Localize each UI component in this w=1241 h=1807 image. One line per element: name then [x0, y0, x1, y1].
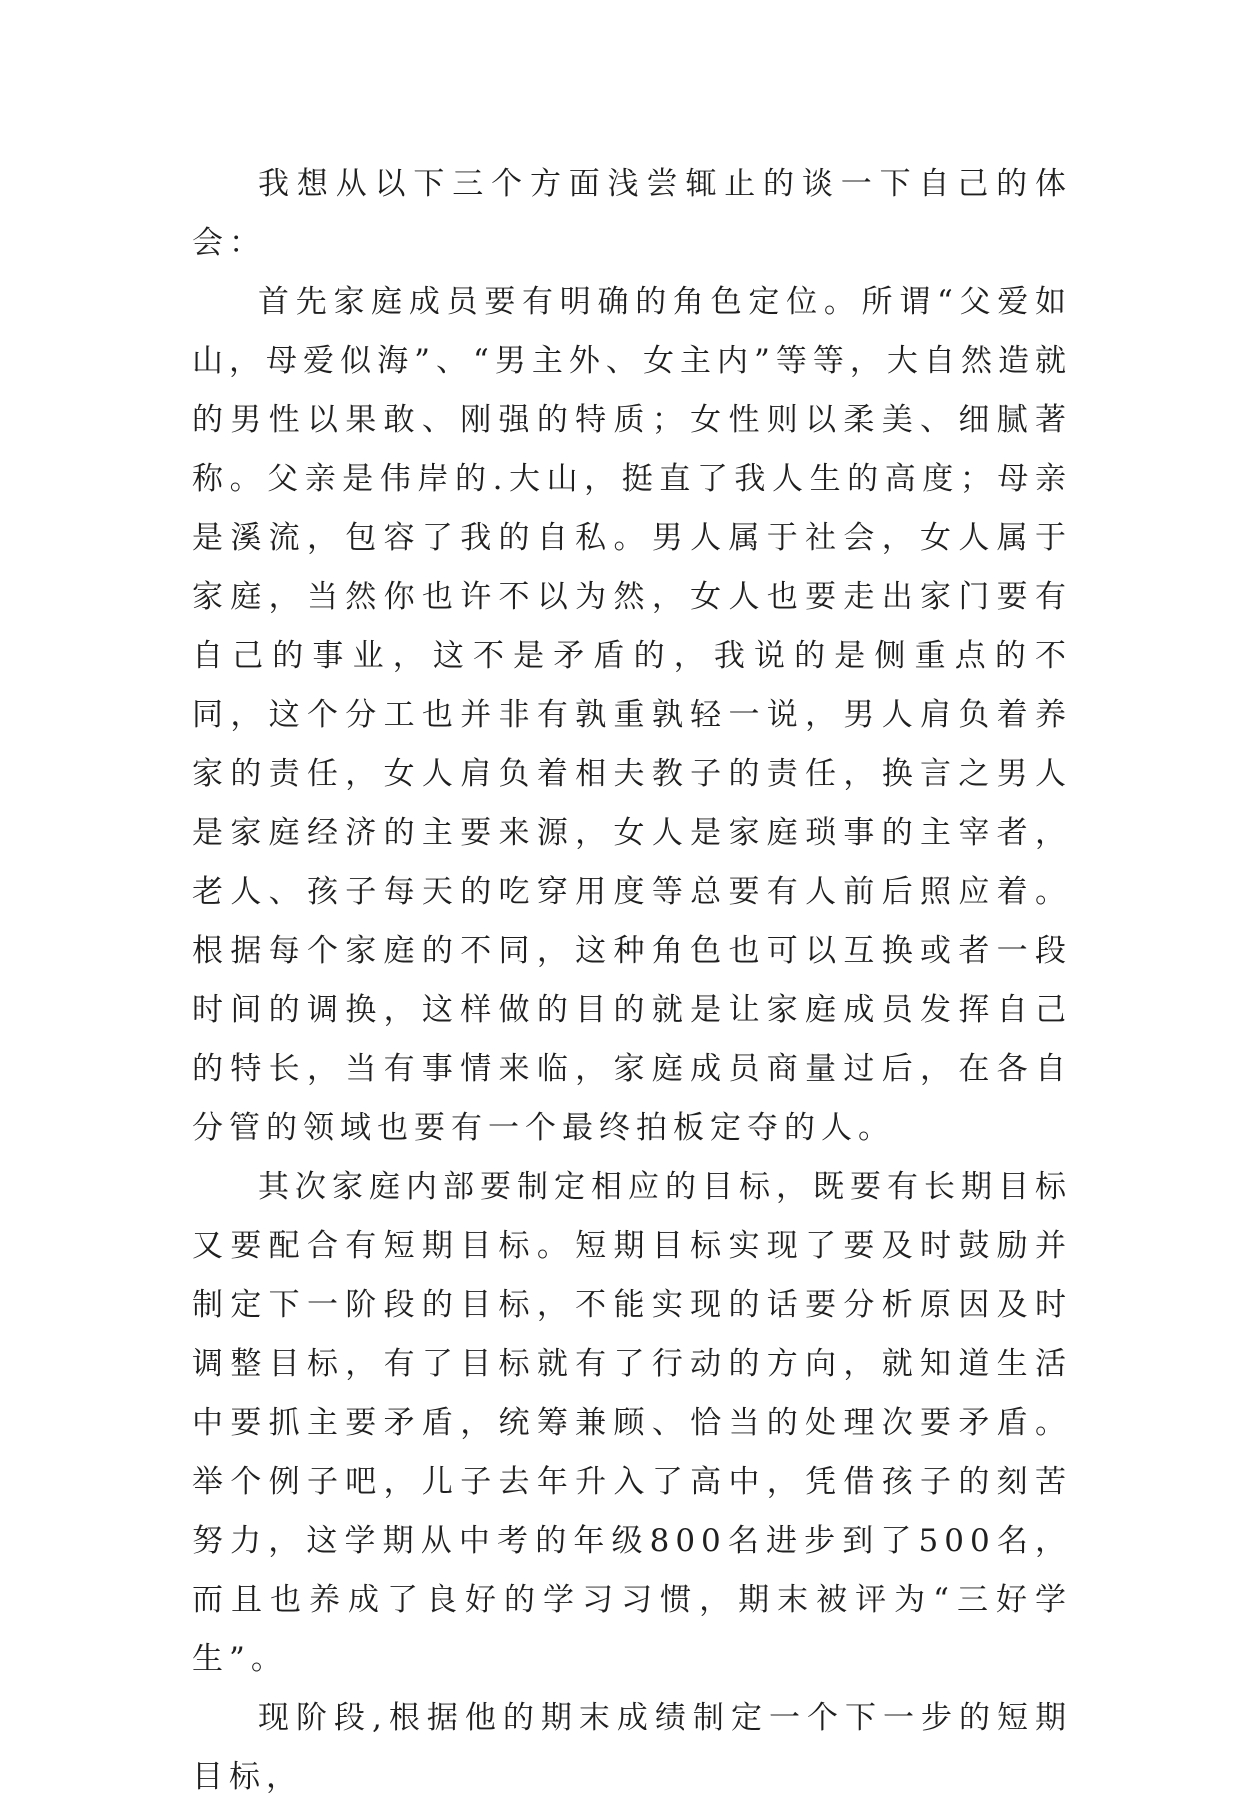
document-body	[192, 155, 1072, 1807]
paragraph-intro: 我想从以下三个方面浅尝辄止的谈一下自己的体会：	[192, 166, 1072, 261]
paragraph-family-goals: 其次家庭内部要制定相应的目标，既要有长期目标又要配合有短期目标。短期目标实现了要及时鼓励并制定下一阶段的目标，不能实现的话要分析原因及时调整目标，有了目标就有了行动的方向，就知道生活中要抓主要矛盾，统筹兼顾、恰当的处理次要矛盾。举个例子吧，儿子去年升入了高中，凭借孩子的刻苦努力，这学期从中考的年级800名进步到了500名，而且也养成了良好的学习习惯，期末被评为“三好学生”。	[192, 1169, 1072, 1677]
paragraph-current-stage: 现阶段,根据他的期末成绩制定一个下一步的短期目标，	[192, 1700, 1072, 1795]
paragraph-role-positioning: 首先家庭成员要有明确的角色定位。所谓“父爱如山，母爱似海”、“男主外、女主内”等等，大自然造就的男性以果敢、刚强的特质；女性则以柔美、细腻著称。父亲是伟岸的.大山，挺直了我人生的高度；母亲是溪流，包容了我的自私。男人属于社会，女人属于家庭，当然你也许不以为然，女人也要走出家门要有自己的事业，这不是矛盾的，我说的是侧重点的不同，这个分工也并非有孰重孰轻一说，男人肩负着养家的责任，女人肩负着相夫教子的责任，换言之男人是家庭经济的主要来源，女人是家庭琐事的主宰者，老人、孩子每天的吃穿用度等总要有人前后照应着。根据每个家庭的不同，这种角色也可以互换或者一段时间的调换，这样做的目的就是让家庭成员发挥自己的特长，当有事情来临，家庭成员商量过后，在各自分管的领域也要有一个最终拍板定夺的人。	[192, 284, 1072, 1146]
